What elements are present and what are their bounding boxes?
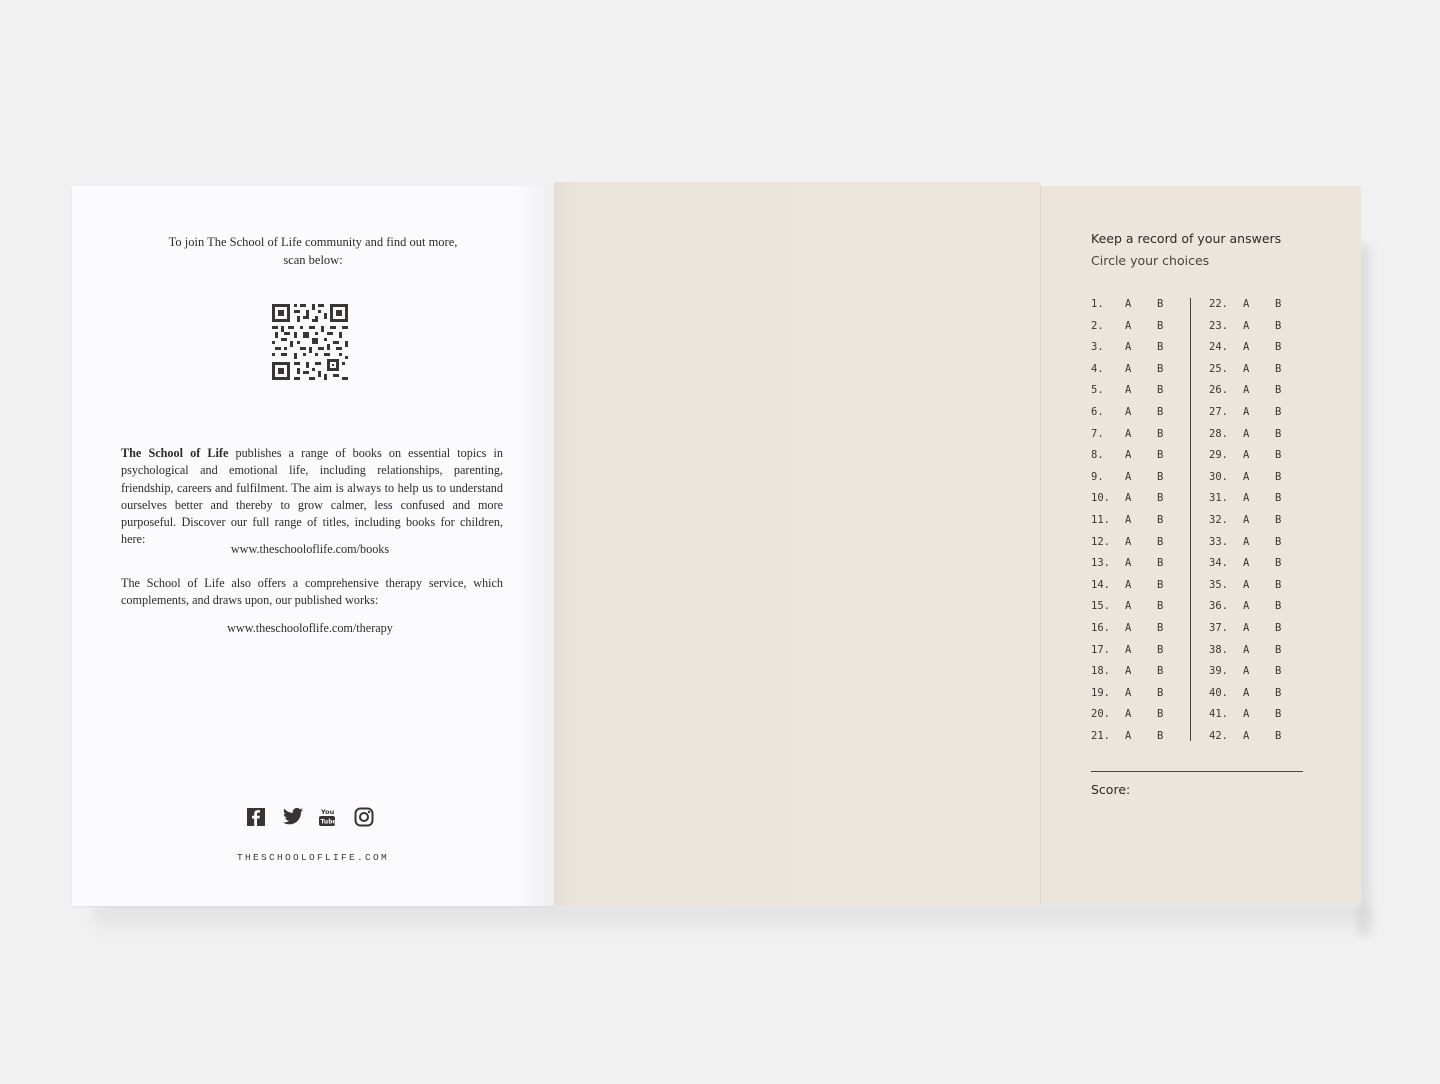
books-link[interactable]: www.theschooloflife.com/books <box>230 542 390 556</box>
answer-row <box>1209 557 1289 579</box>
option-b[interactable]: B <box>1157 708 1164 721</box>
option-b[interactable]: B <box>1275 492 1282 505</box>
column-divider <box>1190 298 1191 741</box>
answer-row <box>1209 708 1289 730</box>
left-page <box>72 186 554 906</box>
question-number: 4. <box>1091 362 1104 375</box>
option-b[interactable]: B <box>1275 600 1282 613</box>
facebook-icon[interactable] <box>246 807 266 827</box>
option-a[interactable]: A <box>1243 341 1250 354</box>
option-b[interactable]: B <box>1275 341 1282 354</box>
question-number: 33. <box>1209 535 1228 548</box>
answer-row <box>1209 579 1289 601</box>
question-number: 23. <box>1209 319 1228 332</box>
option-a[interactable]: A <box>1125 578 1132 591</box>
option-a[interactable]: A <box>1243 427 1250 440</box>
answer-row <box>1091 708 1171 730</box>
question-number: 25. <box>1209 362 1228 375</box>
question-number: 13. <box>1091 557 1110 570</box>
answer-row <box>1091 492 1171 514</box>
option-a[interactable]: A <box>1243 535 1250 548</box>
option-b[interactable]: B <box>1275 319 1282 332</box>
question-number: 7. <box>1091 427 1104 440</box>
answers-column-left <box>1091 298 1171 751</box>
option-b[interactable]: B <box>1157 405 1164 418</box>
answer-sheet-heading: Keep a record of your answers <box>1091 231 1282 246</box>
option-b[interactable]: B <box>1157 298 1164 310</box>
question-number: 14. <box>1091 578 1110 591</box>
option-a[interactable]: A <box>1243 708 1250 721</box>
option-b[interactable]: B <box>1157 319 1164 332</box>
answer-row <box>1209 406 1289 428</box>
option-b[interactable]: B <box>1157 492 1164 505</box>
answer-row <box>1091 536 1171 558</box>
option-a[interactable]: A <box>1125 621 1132 634</box>
answer-row <box>1209 320 1289 342</box>
option-a[interactable]: A <box>1243 643 1250 656</box>
question-number: 5. <box>1091 384 1104 397</box>
qr-code[interactable] <box>272 304 348 380</box>
option-a[interactable]: A <box>1243 470 1250 483</box>
option-b[interactable]: B <box>1157 470 1164 483</box>
option-a[interactable]: A <box>1125 665 1132 678</box>
option-b[interactable]: B <box>1157 557 1164 570</box>
answer-row <box>1209 428 1289 450</box>
option-a[interactable]: A <box>1243 600 1250 613</box>
answer-row <box>1091 363 1171 385</box>
option-b[interactable]: B <box>1275 427 1282 440</box>
option-b[interactable]: B <box>1275 362 1282 375</box>
question-number: 17. <box>1091 643 1110 656</box>
option-b[interactable]: B <box>1275 729 1282 742</box>
question-number: 15. <box>1091 600 1110 613</box>
option-a[interactable]: A <box>1125 341 1132 354</box>
option-a[interactable]: A <box>1125 729 1132 742</box>
question-number: 28. <box>1209 427 1228 440</box>
option-b[interactable]: B <box>1275 298 1282 310</box>
answer-row <box>1209 536 1289 558</box>
answer-row <box>1091 384 1171 406</box>
answer-row <box>1209 644 1289 666</box>
answer-row <box>1209 730 1289 752</box>
answer-row <box>1209 384 1289 406</box>
option-a[interactable]: A <box>1243 384 1250 397</box>
option-b[interactable]: B <box>1275 643 1282 656</box>
question-number: 3. <box>1091 341 1104 354</box>
option-a[interactable]: A <box>1243 665 1250 678</box>
option-b[interactable]: B <box>1157 384 1164 397</box>
option-a[interactable]: A <box>1243 578 1250 591</box>
option-a[interactable]: A <box>1243 513 1250 526</box>
question-number: 19. <box>1091 686 1110 699</box>
option-a[interactable]: A <box>1125 362 1132 375</box>
answers-column-right <box>1209 298 1289 751</box>
option-b[interactable]: B <box>1275 449 1282 462</box>
question-number: 16. <box>1091 621 1110 634</box>
books-paragraph <box>121 445 503 549</box>
option-b[interactable]: B <box>1157 535 1164 548</box>
question-number: 6. <box>1091 405 1104 418</box>
answer-row <box>1091 428 1171 450</box>
question-number: 24. <box>1209 341 1228 354</box>
answer-row <box>1209 622 1289 644</box>
option-b[interactable]: B <box>1157 665 1164 678</box>
option-b[interactable]: B <box>1157 341 1164 354</box>
option-b[interactable]: B <box>1157 513 1164 526</box>
answer-row <box>1091 665 1171 687</box>
option-a[interactable]: A <box>1125 492 1132 505</box>
answer-row <box>1091 341 1171 363</box>
option-a[interactable]: A <box>1243 557 1250 570</box>
question-number: 34. <box>1209 557 1228 570</box>
option-a[interactable]: A <box>1125 319 1132 332</box>
option-b[interactable]: B <box>1275 470 1282 483</box>
option-a[interactable]: A <box>1243 319 1250 332</box>
option-b[interactable]: B <box>1157 427 1164 440</box>
answer-row <box>1091 514 1171 536</box>
option-a[interactable]: A <box>1125 643 1132 656</box>
question-number: 29. <box>1209 449 1228 462</box>
option-a[interactable]: A <box>1125 405 1132 418</box>
option-a[interactable]: A <box>1125 449 1132 462</box>
answer-row <box>1091 579 1171 601</box>
question-number: 27. <box>1209 405 1228 418</box>
instagram-icon[interactable] <box>354 807 374 827</box>
answer-row <box>1091 600 1171 622</box>
option-b[interactable]: B <box>1275 535 1282 548</box>
option-a[interactable]: A <box>1125 686 1132 699</box>
option-b[interactable]: B <box>1275 557 1282 570</box>
answer-row <box>1091 298 1171 320</box>
question-number: 36. <box>1209 600 1228 613</box>
answer-row <box>1209 449 1289 471</box>
question-number: 2. <box>1091 319 1104 332</box>
question-number: 42. <box>1209 729 1228 742</box>
option-b[interactable]: B <box>1157 643 1164 656</box>
community-intro <box>72 233 554 269</box>
answer-row <box>1209 687 1289 709</box>
option-b[interactable]: B <box>1275 405 1282 418</box>
question-number: 31. <box>1209 492 1228 505</box>
answer-row <box>1209 665 1289 687</box>
svg-text:You: You <box>321 808 335 816</box>
answer-row <box>1209 600 1289 622</box>
score-rule <box>1091 771 1303 772</box>
question-number: 1. <box>1091 298 1104 310</box>
option-a[interactable]: A <box>1243 449 1250 462</box>
question-number: 40. <box>1209 686 1228 699</box>
question-number: 38. <box>1209 643 1228 656</box>
answer-row <box>1209 363 1289 385</box>
question-number: 41. <box>1209 708 1228 721</box>
question-number: 21. <box>1091 729 1110 742</box>
youtube-icon[interactable] <box>318 807 338 827</box>
option-a[interactable]: A <box>1125 557 1132 570</box>
option-b[interactable]: B <box>1157 362 1164 375</box>
books-description: publishes a range of books on essential topics in psychological and emotional life, including relationships, parenting, friendship, careers and fulfilment. The aim is always to help us to understand ourselves better and thereby to grow calmer, less confused and more purposeful. Discover our full range of titles, including books for children, here: <box>121 446 503 547</box>
blank-inner-page <box>554 182 1040 906</box>
answer-row <box>1209 492 1289 514</box>
answer-row <box>1209 471 1289 493</box>
option-a[interactable]: A <box>1243 362 1250 375</box>
option-b[interactable]: B <box>1157 578 1164 591</box>
answer-row <box>1091 471 1171 493</box>
site-address[interactable]: THESCHOOLOFLIFE.COM <box>236 852 390 863</box>
brand-name: The School of Life <box>121 446 229 460</box>
intro-text: To join The School of Life community and find out more, scan below: <box>168 235 458 267</box>
option-b[interactable]: B <box>1157 600 1164 613</box>
option-a[interactable]: A <box>1243 405 1250 418</box>
question-number: 11. <box>1091 513 1110 526</box>
option-a[interactable]: A <box>1125 535 1132 548</box>
answer-row <box>1091 730 1171 752</box>
option-a[interactable]: A <box>1243 298 1250 310</box>
svg-text:Tube: Tube <box>320 818 336 826</box>
answer-row <box>1091 644 1171 666</box>
question-number: 8. <box>1091 449 1104 462</box>
option-a[interactable]: A <box>1125 298 1132 310</box>
answer-sheet-subheading: Circle your choices <box>1091 253 1210 268</box>
question-number: 18. <box>1091 665 1110 678</box>
option-b[interactable]: B <box>1275 384 1282 397</box>
answer-row <box>1209 341 1289 363</box>
book-shadow <box>95 905 1370 935</box>
question-number: 32. <box>1209 513 1228 526</box>
option-a[interactable]: A <box>1243 729 1250 742</box>
option-a[interactable]: A <box>1125 708 1132 721</box>
option-b[interactable]: B <box>1157 686 1164 699</box>
question-number: 12. <box>1091 535 1110 548</box>
option-b[interactable]: B <box>1275 686 1282 699</box>
therapy-paragraph: The School of Life also offers a comprehensive therapy service, which complements, and draws upon, our published works: <box>121 576 503 608</box>
question-number: 9. <box>1091 470 1104 483</box>
answer-row <box>1091 622 1171 644</box>
therapy-link[interactable]: www.theschooloflife.com/therapy <box>227 621 393 635</box>
option-b[interactable]: B <box>1275 513 1282 526</box>
question-number: 39. <box>1209 665 1228 678</box>
social-icons <box>246 807 374 827</box>
answer-row <box>1209 298 1289 320</box>
answer-row <box>1091 687 1171 709</box>
option-a[interactable]: A <box>1125 470 1132 483</box>
question-number: 10. <box>1091 492 1110 505</box>
twitter-icon[interactable] <box>282 807 302 827</box>
option-a[interactable]: A <box>1125 384 1132 397</box>
question-number: 22. <box>1209 298 1228 310</box>
option-b[interactable]: B <box>1157 621 1164 634</box>
answer-sheet-flap <box>1040 186 1361 905</box>
question-number: 30. <box>1209 470 1228 483</box>
answer-row <box>1091 449 1171 471</box>
answer-row <box>1091 557 1171 579</box>
option-a[interactable]: A <box>1243 492 1250 505</box>
question-number: 35. <box>1209 578 1228 591</box>
option-b[interactable]: B <box>1275 665 1282 678</box>
option-b[interactable]: B <box>1275 621 1282 634</box>
option-b[interactable]: B <box>1275 578 1282 591</box>
option-a[interactable]: A <box>1125 427 1132 440</box>
question-number: 20. <box>1091 708 1110 721</box>
option-a[interactable]: A <box>1243 686 1250 699</box>
option-a[interactable]: A <box>1243 621 1250 634</box>
option-a[interactable]: A <box>1125 600 1132 613</box>
option-a[interactable]: A <box>1125 513 1132 526</box>
answer-row <box>1091 406 1171 428</box>
option-b[interactable]: B <box>1157 449 1164 462</box>
option-b[interactable]: B <box>1275 708 1282 721</box>
answer-row <box>1209 514 1289 536</box>
question-number: 26. <box>1209 384 1228 397</box>
question-number: 37. <box>1209 621 1228 634</box>
option-b[interactable]: B <box>1157 729 1164 742</box>
score-label: Score: <box>1091 782 1131 797</box>
answer-row <box>1091 320 1171 342</box>
